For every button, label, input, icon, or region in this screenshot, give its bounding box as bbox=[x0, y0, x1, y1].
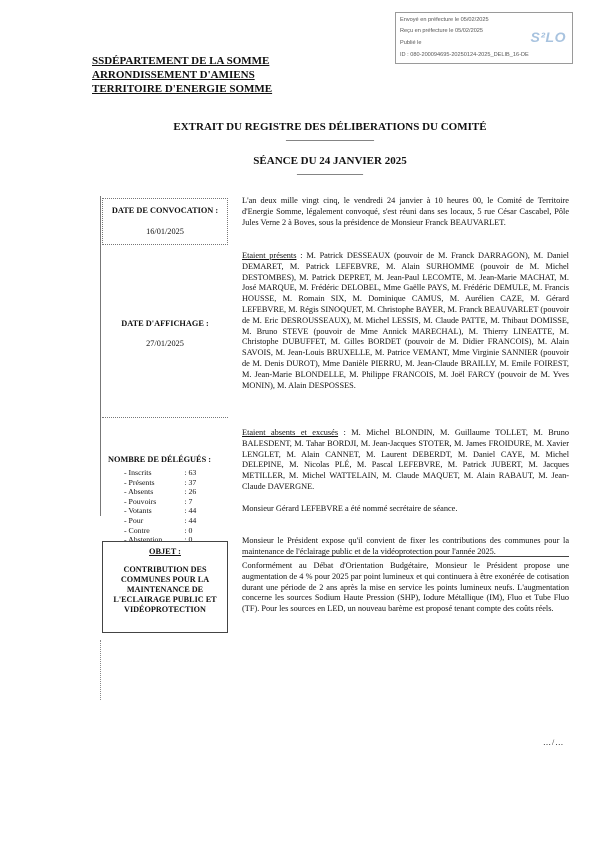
delegues-row-label: - Contre bbox=[124, 525, 150, 535]
delegues-box bbox=[102, 455, 228, 545]
delegues-row-label: - Inscrits bbox=[124, 468, 152, 477]
table-row bbox=[124, 478, 196, 488]
presents-label: Etaient présents bbox=[242, 251, 297, 260]
stamp-received: Reçu en préfecture le 05/02/2025 bbox=[400, 28, 484, 34]
secretary-paragraph: Monsieur Gérard LEFEBVRE a été nommé secrétaire de séance. bbox=[242, 504, 458, 513]
delegues-row-value: : 0 bbox=[184, 525, 193, 535]
seance-rule: —————— bbox=[297, 168, 363, 180]
header-territoire: TERRITOIRE D'ENERGIE SOMME bbox=[92, 83, 273, 95]
table-row bbox=[124, 516, 196, 526]
objet-label: OBJET : bbox=[149, 547, 181, 556]
sidebar-divider-lower bbox=[100, 640, 102, 700]
header-departement: SSDÉPARTEMENT DE LA SOMME bbox=[92, 55, 270, 67]
proposal-paragraph: Conformément au Débat d'Orientation Budgétaire, Monsieur le Président propose une augmentation de 4 % pour 2025 par point lumineux et qui continuera à être exonérée de cotisation durant une période de 2 ans après la mise en service les points lumineux neufs. L'augmentation concerne les sources Sodium Haute Pression (SHP), Iodure Métallique (IM), Fluo et Tube Fluo (TF). Pour les sources en LED, un nouveau barème est proposé tenant compte des coûts réels. bbox=[242, 561, 569, 614]
table-row bbox=[124, 487, 196, 497]
delegues-row-label: - Abstention bbox=[124, 535, 163, 545]
document-title: EXTRAIT DU REGISTRE DES DÉLIBERATIONS DU COMITÉ bbox=[173, 121, 487, 133]
absents-list: : M. Michel BLONDIN, M. Guillaume TOLLET, M. Bruno BALESDENT, M. Tahar BORDJI, M. Jean-Jacques STOTER, M. James FROIDURE, M. Xavier LENGLET, M. Alain CANNET, M. Laurent DEBERDT, M. Daniel CAYE, M. Michel DELEPINE, M. Nicolas PLÉ, M. Pascal LEFEBVRE, M. Patrick JUBERT, M. Jacques METILLER, M. Michel WATTELAIN, M. Claude MAQUET, M. Alain RABAUT, M. Jean-Claude DAVERGNE. bbox=[242, 428, 569, 491]
convocation-date: 16/01/2025 bbox=[146, 227, 184, 236]
delegues-row-value: : 63 bbox=[184, 468, 197, 477]
objet-text: CONTRIBUTION DES COMMUNES POUR LA MAINTENANCE DE L'ECLAIRAGE PUBLIC ET VIDÉOPROTECTION bbox=[113, 565, 217, 614]
delegues-row-value: : 37 bbox=[184, 477, 197, 487]
delegues-row-label: - Absents bbox=[124, 487, 154, 497]
presents-list: : M. Patrick DESSEAUX (pouvoir de M. Franck DARRAGON), M. Daniel DEMARET, M. Patrick LEFEBVRE, M. Alain SURHOMME (pouvoir de M. Michel DESTOMBES), M. Patrick DEPRET, M. Jean-Paul LECOMTE, M. Jean-Marie MACHAT, M. José MARQUE, M. Frédéric DELOBEL, Mme Gaëlle PAYS, M. Frédéric DEMULE, M. Francis HOUSSE, M. Romain SIX, M. Dominique CAMUS, M. Aurélien CAZE, M. Gérard LEFEBVRE, M. Régis SINOQUET, M. Christophe BAYER, M. Franck BEAUVARLET (pouvoir de M. Eric DESROUSSEAUX), M. Michel LESSIS, M. Claude PATTE, M. Thibaut DOMISSE, M. Bruno STEVE (pouvoir de Mme Annick MARECHAL), M. Thierry LINEATTE, M. Christophe DUBUFFET, M. Gilles BORDET (pouvoir de M. Didier FRANCOIS), M. Alain SAVOIS, M. Jean-Louis BRUXELLE, M. Patrice VEMANT, Mme Virginie SANNIER (pouvoir de M. Denis DUROT), Mme Danièle PIERRU, M. Jean-Claude BRAILLY, M. Emile FOIREST, M. Jean-Marie BLONDELLE, M. Philippe FRANCOIS, M. Joël FARCY (pouvoir de M. Yves MONIN), M. Alain DESPOSSES. bbox=[242, 251, 569, 390]
s2lo-logo: S²LO bbox=[530, 29, 566, 45]
presents-paragraph bbox=[242, 251, 569, 391]
table-row bbox=[124, 526, 196, 536]
absents-paragraph bbox=[242, 428, 569, 493]
delegues-row-value: : 7 bbox=[184, 496, 193, 506]
table-row bbox=[124, 497, 196, 507]
stamp-sent: Envoyé en préfecture le 05/02/2025 bbox=[400, 17, 489, 23]
table-row bbox=[124, 468, 196, 478]
convocation-label: DATE DE CONVOCATION : bbox=[111, 206, 219, 215]
affichage-label: DATE D'AFFICHAGE : bbox=[121, 319, 209, 328]
delegues-row-value: : 44 bbox=[184, 506, 197, 516]
organisation-header bbox=[92, 54, 272, 96]
stamp-published: Publié le bbox=[400, 40, 422, 46]
delegues-row-label: - Votants bbox=[124, 506, 152, 516]
continuation-mark: …/… bbox=[543, 738, 565, 747]
expose-rule bbox=[242, 556, 569, 557]
delegues-row-value: : 0 bbox=[184, 535, 193, 545]
seance-date: SÉANCE DU 24 JANVIER 2025 bbox=[253, 155, 407, 167]
table-row bbox=[124, 506, 196, 516]
affichage-box bbox=[102, 313, 228, 418]
delegues-label: NOMBRE DE DÉLÉGUÉS : bbox=[108, 455, 212, 464]
stamp-id: ID : 080-200094695-20250124-2025_DELIB_16-DE bbox=[400, 52, 529, 58]
prefecture-stamp bbox=[395, 12, 573, 64]
expose-paragraph: Monsieur le Président expose qu'il convient de fixer les contributions des communes pour la maintenance de l'éclairage public et de la vidéoprotection pour l'année 2025. bbox=[242, 536, 569, 556]
delegues-row-label: - Pouvoirs bbox=[124, 496, 157, 506]
delegues-row-value: : 26 bbox=[184, 487, 197, 497]
delegues-table bbox=[124, 468, 196, 545]
absents-label: Etaient absents et excusés bbox=[242, 428, 339, 437]
delegues-row-label: - Présents bbox=[124, 477, 155, 487]
preamble-paragraph: L'an deux mille vingt cinq, le vendredi 24 janvier à 10 heures 00, le Comité de Territoire d'Energie Somme, légalement convoqué, s'est réuni dans ses locaux, 5 rue César Cascabel, Pôle Jules Verne 2 à Boves, sous la présidence de Monsieur Franck BEAUVARLET. bbox=[242, 196, 569, 227]
convocation-box bbox=[102, 198, 228, 245]
delegues-row-label: - Pour bbox=[124, 515, 144, 525]
delegues-row-value: : 44 bbox=[184, 515, 197, 525]
sidebar-divider bbox=[100, 196, 101, 516]
objet-box bbox=[102, 541, 228, 633]
title-rule: ———————— bbox=[286, 134, 374, 146]
affichage-date: 27/01/2025 bbox=[146, 339, 184, 348]
header-arrondissement: ARRONDISSEMENT D'AMIENS bbox=[92, 69, 255, 81]
